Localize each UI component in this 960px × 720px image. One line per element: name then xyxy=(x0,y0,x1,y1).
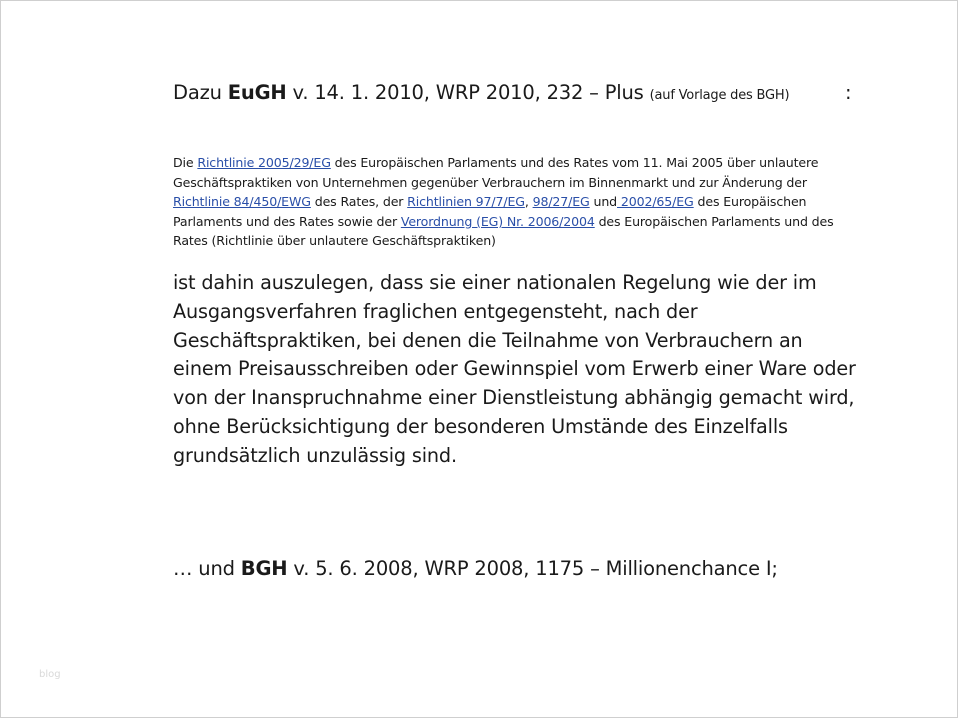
link-richtlinien-97-7-eg[interactable]: Richtlinien 97/7/EG xyxy=(407,194,525,210)
directive-text: des Europäischen Parlaments und des Rates sowie der xyxy=(173,194,807,229)
link-verordnung-2006-2004[interactable]: Verordnung (EG) Nr. 2006/2004 xyxy=(400,213,595,229)
bgh-prefix: … und xyxy=(173,557,241,580)
heading-note: (auf Vorlage des BGH) xyxy=(649,88,790,103)
directive-text: , xyxy=(524,194,533,210)
directive-text: Die xyxy=(173,155,198,170)
link-2002-65-eg[interactable]: 2002/65/EG xyxy=(617,194,694,210)
heading-eugh-citation xyxy=(173,81,863,104)
link-richtlinie-2005-29-eg[interactable]: Richtlinie 2005/29/EG xyxy=(197,155,331,170)
ruling-paragraph: ist dahin auszulegen, dass sie einer nationalen Regelung wie der im Ausgangsverfahren fraglichen entgegensteht, nach der Geschäftspraktiken, bei denen die Teilnahme von Verbrauchern an einem Preisausschreiben oder Gewinnspiel vom Erwerb einer Ware oder von der Inanspruchnahme einer Dienstleistung abhängig gemacht wird, ohne Berücksichtigung der besonderen Umstände des Einzelfalls grundsätzlich unzulässig sind. xyxy=(173,271,856,467)
directive-paragraph xyxy=(173,153,863,251)
heading-court: EuGH xyxy=(227,81,287,104)
heading-prefix: Dazu xyxy=(173,81,228,104)
link-richtlinie-84-450-ewg[interactable]: Richtlinie 84/450/EWG xyxy=(173,194,311,210)
bgh-court: BGH xyxy=(240,557,288,580)
heading-citation: v. 14. 1. 2010, WRP 2010, 232 – Plus xyxy=(286,81,650,104)
bgh-text: v. 5. 6. 2008, WRP 2008, 1175 – Millionenchance I; xyxy=(287,557,778,580)
heading-colon: : xyxy=(845,81,852,104)
directive-text: des Rates, der xyxy=(310,194,408,210)
directive-text: und xyxy=(589,194,618,210)
link-98-27-eg[interactable]: 98/27/EG xyxy=(532,194,590,210)
bgh-citation xyxy=(173,557,873,580)
watermark: blog xyxy=(39,669,61,680)
directive-text: des Europäischen Parlaments und des Rates vom 11. Mai 2005 über unlautere Geschäftspraktiken von Unternehmen gegenüber Verbrauchern im Binnenmarkt und zur Änderung der xyxy=(173,155,819,190)
directive-text: des Europäischen Parlaments und des Rates (Richtlinie über unlautere Geschäftspraktiken) xyxy=(173,213,834,249)
